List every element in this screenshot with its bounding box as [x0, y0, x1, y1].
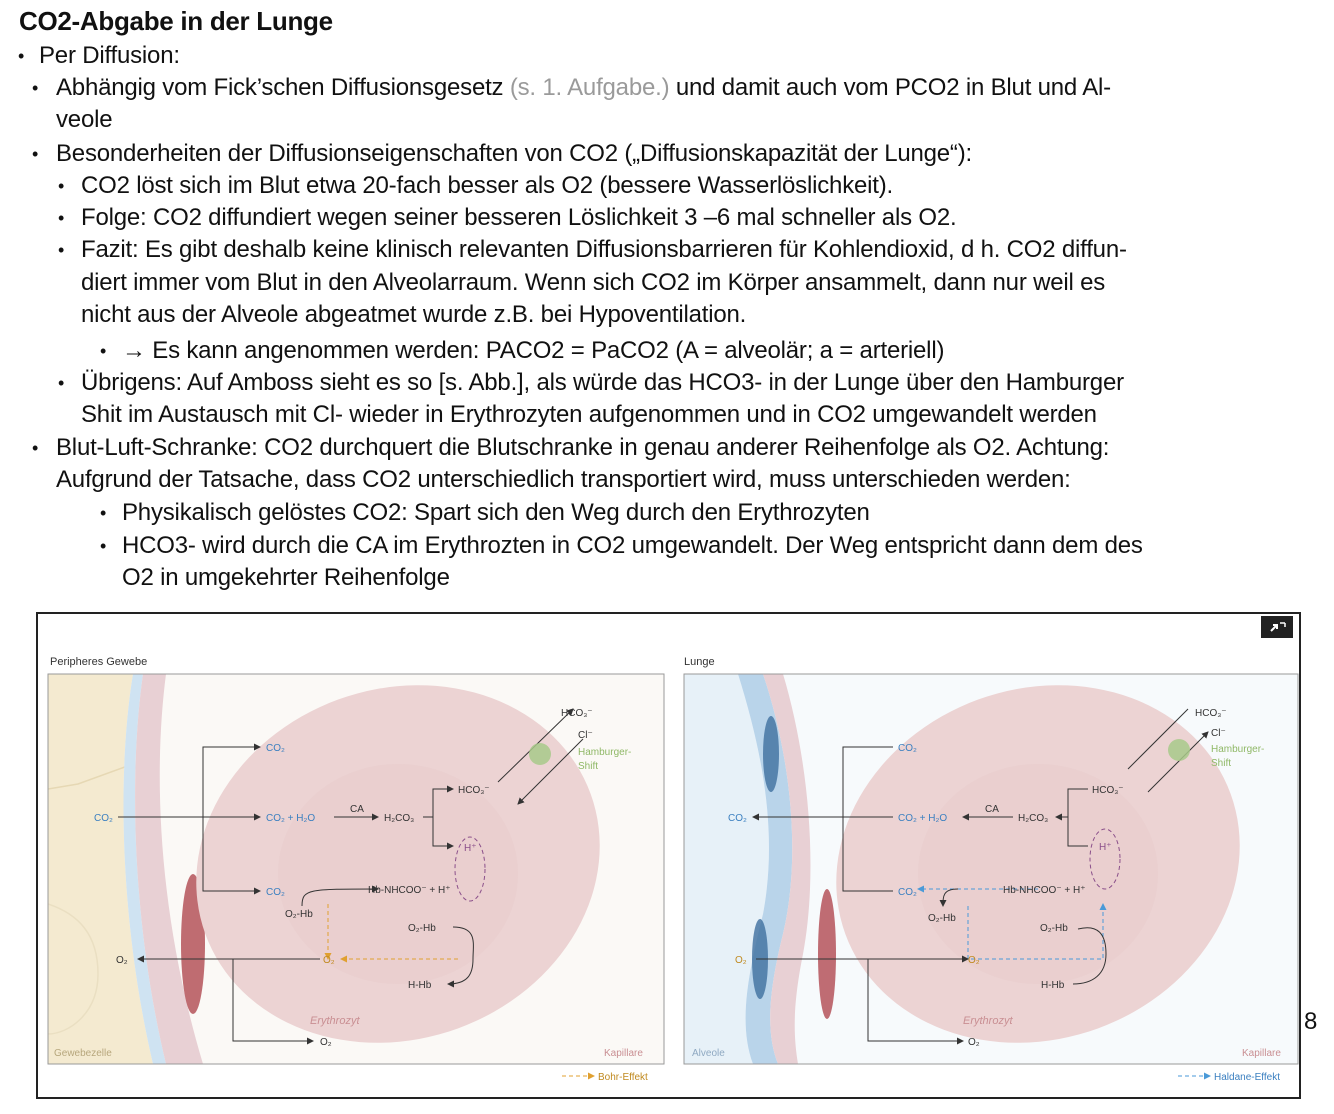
tissue-label: Gewebezelle: [54, 1048, 112, 1059]
cl-label: Cl⁻: [1211, 728, 1226, 739]
list-item: Besonderheiten der Diffusionseigenschaften von CO2 („Diffusionskapazität der Lunge“):: [56, 140, 972, 167]
hamburger-shift-transporter: [529, 743, 551, 765]
diagram-canvas: [38, 614, 1299, 1097]
shift-label: Shift: [1211, 758, 1232, 769]
list-item-text: und damit auch vom PCO2 in Blut und Al-: [675, 74, 1111, 101]
bullet: •: [32, 78, 39, 98]
list-item-continuation: veole: [56, 106, 113, 133]
list-item-continuation: Aufgrund der Tatsache, dass CO2 unterschiedlich transportiert wird, muss unterschieden werden:: [56, 466, 1071, 493]
list-item-continuation: O2 in umgekehrter Reihenfolge: [122, 564, 450, 591]
o2-bottom-label: O₂: [320, 1037, 332, 1048]
o2-mid-label: O₂: [968, 955, 980, 966]
list-item: → Es kann angenommen werden: PACO2 = PaCO2 (A = alveolär; a = arteriell): [122, 337, 945, 364]
bullet: •: [100, 536, 107, 556]
o2-hb2-label: O₂-Hb: [1040, 923, 1068, 934]
list-item: HCO3- wird durch die CA im Erythrozten in CO2 umgewandelt. Der Weg entspricht dann dem des: [122, 532, 1143, 559]
erythrocyte-center: [918, 764, 1158, 984]
capillary-label: Kapillare: [604, 1048, 643, 1059]
co2-mid-label: CO₂: [266, 887, 285, 898]
hco3-label: HCO₃⁻: [458, 785, 490, 796]
co2-exchange-figure: [36, 612, 1301, 1099]
hamburger-label: Hamburger-: [578, 747, 632, 758]
hco3-out-label: HCO₃⁻: [561, 708, 593, 719]
left-panel: [48, 629, 664, 1097]
o2-bottom-label: O₂: [968, 1037, 980, 1048]
list-item-text: Abhängig vom Fick’schen Diffusionsgesetz: [56, 74, 504, 101]
erythrocyte-label: Erythrozyt: [963, 1015, 1013, 1027]
list-item: Übrigens: Auf Amboss sieht es so [s. Abb.], als würde das HCO3- in der Lunge über den Hamburger: [81, 369, 1124, 396]
co2-label: CO₂: [94, 813, 113, 824]
hb-nhcoo-label: Hb-NHCOO⁻ + H⁺: [368, 885, 451, 896]
legend-bohr-label: Bohr-Effekt: [598, 1072, 648, 1083]
capillary-label: Kapillare: [1242, 1048, 1281, 1059]
list-item: Per Diffusion:: [39, 42, 180, 69]
bullet: •: [32, 144, 39, 164]
tissue-label: Alveole: [692, 1048, 725, 1059]
h2co3-label: H₂CO₃: [384, 813, 415, 824]
bullet: •: [100, 503, 107, 523]
o2-hb-label: O₂-Hb: [928, 913, 956, 924]
erythrocyte-label: Erythrozyt: [310, 1015, 360, 1027]
o2-label: O₂: [735, 955, 747, 966]
page-title: CO2-Abgabe in der Lunge: [19, 6, 333, 36]
co2-top-label: CO₂: [898, 743, 917, 754]
h2co3-label: H₂CO₃: [1018, 813, 1049, 824]
bullet: •: [32, 438, 39, 458]
list-item: Fazit: Es gibt deshalb keine klinisch relevanten Diffusionsbarrieren für Kohlendioxid, d h. CO2 diffun-: [81, 236, 1127, 263]
hco3-label: HCO₃⁻: [1092, 785, 1124, 796]
h-plus-label: H⁺: [1099, 842, 1112, 853]
h-hb-label: H-Hb: [408, 980, 432, 991]
co2-top-label: CO₂: [266, 743, 285, 754]
o2-mid-label: O₂: [323, 955, 335, 966]
h-hb-label: H-Hb: [1041, 980, 1065, 991]
bullet: •: [58, 176, 65, 196]
ca-label: CA: [985, 804, 999, 815]
h-plus-label: H⁺: [464, 843, 477, 854]
left-panel-heading: Peripheres Gewebe: [50, 656, 148, 668]
alveolar-nucleus: [763, 716, 779, 792]
right-panel-heading: Lunge: [684, 656, 715, 668]
ca-label: CA: [350, 804, 364, 815]
legend-haldane-label: Haldane-Effekt: [1214, 1072, 1280, 1083]
bullet: •: [100, 341, 107, 361]
shift-label: Shift: [578, 761, 599, 772]
list-item: Folge: CO2 diffundiert wegen seiner besseren Löslichkeit 3 –6 mal schneller als O2.: [81, 204, 957, 231]
list-item: CO2 löst sich im Blut etwa 20-fach besser als O2 (bessere Wasserlöslichkeit).: [81, 172, 894, 199]
list-item-continuation: nicht aus der Alveole abgeatmet wurde z.B. bei Hypoventilation.: [81, 301, 747, 328]
hamburger-label: Hamburger-: [1211, 744, 1265, 755]
bullet: •: [58, 240, 65, 260]
list-item: Blut-Luft-Schranke: CO2 durchquert die Blutschranke in genau anderer Reihenfolge als O2. Achtung:: [56, 434, 1110, 461]
list-item: Physikalisch gelöstes CO2: Spart sich den Weg durch den Erythrozyten: [122, 499, 870, 526]
list-item-continuation: diert immer vom Blut in den Alveolarraum. Wenn sich CO2 im Körper ansammelt, dann nur weil es: [81, 269, 1106, 296]
hco3-out-label: HCO₃⁻: [1195, 708, 1227, 719]
cl-label: Cl⁻: [578, 730, 593, 741]
co2-h2o-label: CO₂ + H₂O: [898, 813, 948, 824]
co2-h2o-label: CO₂ + H₂O: [266, 813, 316, 824]
bullet: •: [18, 46, 25, 66]
hb-nhcoo-label: Hb-NHCOO⁻ + H⁺: [1003, 885, 1086, 896]
list-item: [56, 72, 1111, 104]
endothelial-nucleus: [818, 889, 836, 1019]
o2-label: O₂: [116, 955, 128, 966]
right-panel: [684, 629, 1298, 1097]
bullet: •: [58, 208, 65, 228]
hamburger-shift-transporter: [1168, 739, 1190, 761]
co2-label: CO₂: [728, 813, 747, 824]
o2-hb2-label: O₂-Hb: [408, 923, 436, 934]
o2-hb-label: O₂-Hb: [285, 909, 313, 920]
erythrocyte-center: [278, 764, 518, 984]
bullet: •: [58, 373, 65, 393]
co2-mid-label: CO₂: [898, 887, 917, 898]
reference-link[interactable]: (s. 1. Aufgabe.): [509, 74, 670, 101]
list-item-continuation: Shit im Austausch mit Cl- wieder in Erythrozyten aufgenommen und in CO2 umgewandelt werden: [81, 401, 1097, 428]
page-number: 8: [1304, 1008, 1318, 1035]
